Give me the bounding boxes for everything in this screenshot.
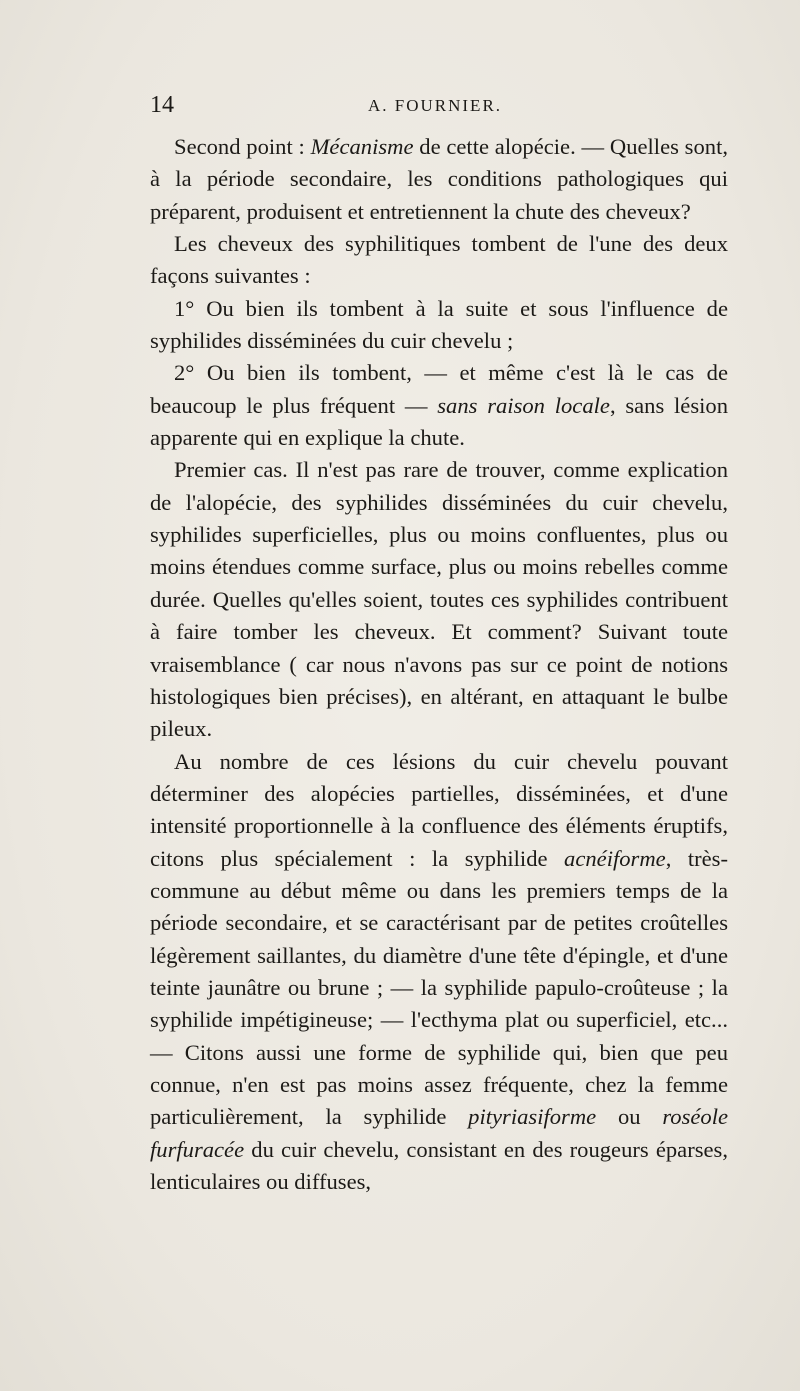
- text-segment-italic: acnéiforme: [564, 845, 666, 871]
- text-segment: 2° Ou bien ils tombent, — et même c'est là le cas de beaucoup le plus fréquent —: [150, 360, 728, 418]
- text-segment: Les cheveux des syphilitiques tombent de l'une des deux façons suivantes :: [150, 231, 728, 289]
- paragraph-case-two: [150, 357, 728, 454]
- text-segment: Second point :: [174, 134, 311, 159]
- text-segment-italic: roséole furfuracée: [150, 1104, 729, 1162]
- text-segment: du cuir chevelu, consistant en des rougeurs éparses, lenticulaires ou diffuses,: [150, 1136, 728, 1194]
- running-head: A. FOURNIER.: [368, 96, 503, 115]
- paragraph-lesions: [150, 746, 728, 1199]
- text-segment-italic: Mécanisme: [310, 134, 414, 159]
- page-number: 14: [150, 92, 174, 118]
- paragraph-second-point: [150, 131, 728, 228]
- text-segment: 1° Ou bien ils tombent à la suite et sous l'influence de syphilides disséminées du cuir chevelu ;: [150, 295, 728, 354]
- text-segment-italic: pityriasiforme: [468, 1104, 597, 1130]
- paragraph-two-ways: [150, 228, 728, 293]
- text-segment: de cette alopécie. — Quelles sont, à la période secondaire, les conditions pathologiques qui préparent, produisent et entretiennent la chute des cheveux?: [150, 134, 728, 224]
- text-segment: ou: [596, 1104, 663, 1130]
- text-segment: , très-commune au début même ou dans les premiers temps de la période secondaire, et se caractérisant par de petites croûtelles légèrement saillantes, du diamètre d'une tête d'épingle, et d'une teinte jaunâtre ou brune ; — la syphilide papulo-croûteuse ; la syphilide impétigineuse; — l'ecthyma plat ou superficiel, etc... — Citons aussi une forme de syphilide qui, bien que peu connue, n'en est pas moins assez fréquente, chez la femme particulièrement, la syphilide: [150, 845, 728, 1130]
- text-segment: Premier cas. Il n'est pas rare de trouver, comme explication de l'alopécie, des syphilides disséminées du cuir chevelu, syphilides superficielles, plus ou moins confluentes, plus ou moins étendues comme surface, plus ou moins rebelles comme durée. Quelles qu'elles soient, toutes ces syphilides contribuent à faire tomber les cheveux. Et comment? Suivant toute vraisemblance ( car nous n'avons pas sur ce point de notions histologiques bien précises), en altérant, en attaquant le bulbe pileux.: [150, 457, 728, 742]
- page-header: [150, 92, 720, 124]
- body-text: [150, 131, 728, 1198]
- paragraph-first-case: [150, 454, 728, 745]
- text-segment: Au nombre de ces lésions du cuir chevelu pouvant déterminer des alopécies partielles, disséminées, et d'une intensité proportionnelle à la confluence des éléments éruptifs, citons plus spécialement : la syphilide: [150, 748, 728, 871]
- text-segment-italic: sans raison locale: [437, 392, 610, 418]
- text-segment: , sans lésion apparente qui en explique la chute.: [150, 392, 729, 451]
- paragraph-case-one: [150, 293, 728, 358]
